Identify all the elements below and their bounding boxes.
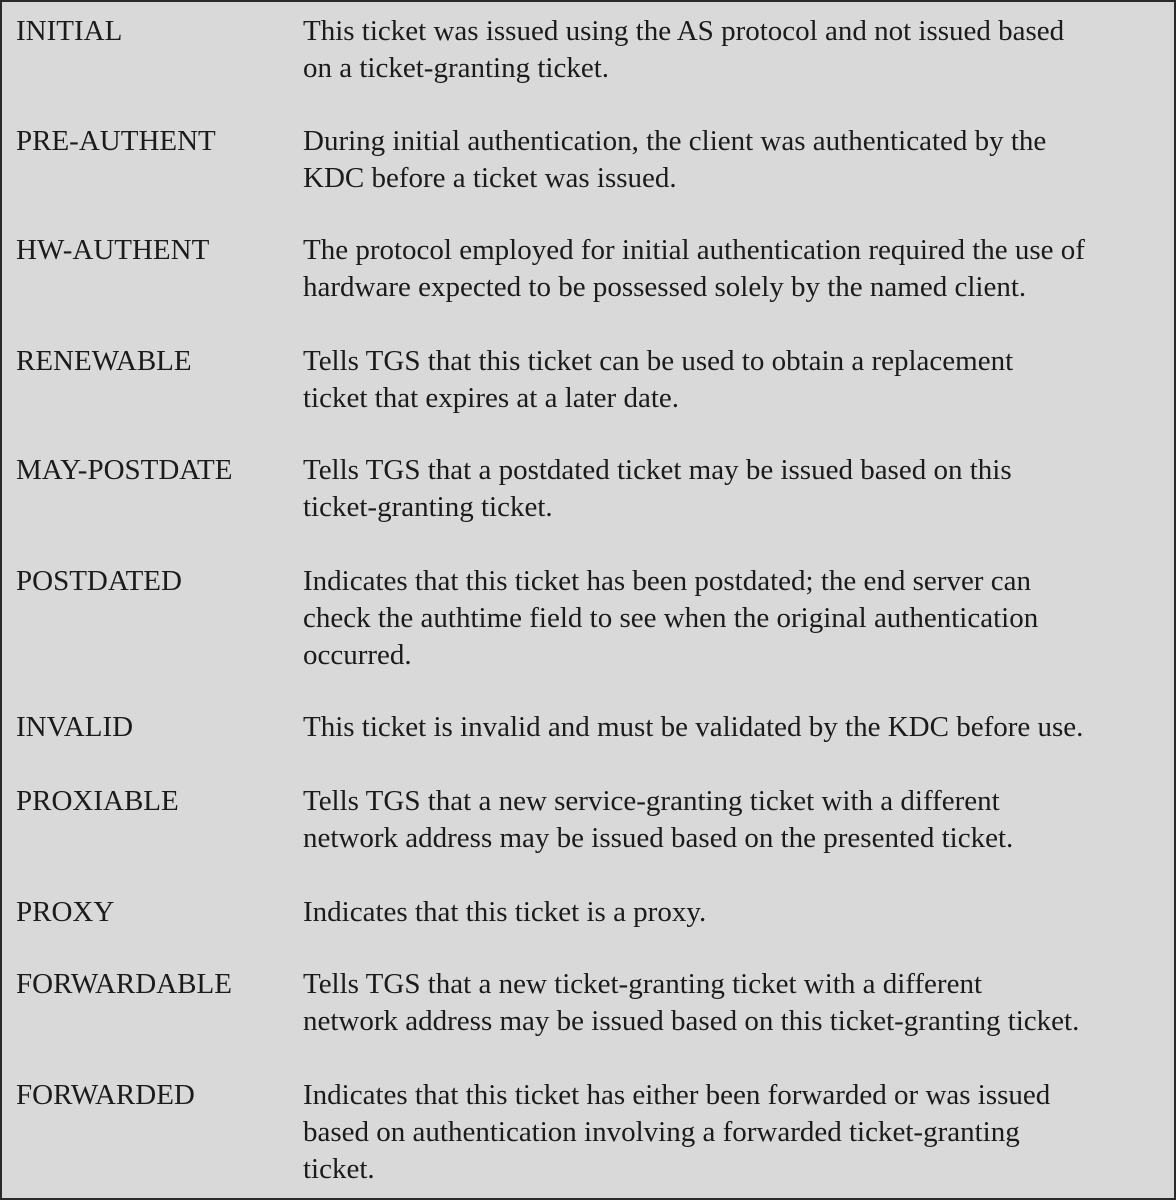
description-line: check the authtime field to see when the original authentication (303, 602, 1039, 634)
description-line: During initial authentication, the client was authenticated by the (303, 125, 1047, 157)
description-line: Tells TGS that a postdated ticket may be issued based on this (303, 454, 1012, 486)
description-line: Indicates that this ticket has been postdated; the end server can (303, 565, 1031, 597)
flag-name: INITIAL (16, 15, 123, 47)
flag-name: FORWARDABLE (16, 968, 232, 1000)
description-line: Tells TGS that this ticket can be used to obtain a replacement (303, 345, 1014, 377)
description-line: This ticket was issued using the AS protocol and not issued based (303, 15, 1065, 47)
description-line: hardware expected to be possessed solely by the named client. (303, 271, 1027, 303)
flag-name: MAY-POSTDATE (16, 454, 233, 486)
flag-name: PRE-AUTHENT (16, 125, 216, 157)
flag-description (303, 232, 1171, 306)
flag-description (303, 563, 1171, 674)
description-line: network address may be issued based on this ticket-granting ticket. (303, 1005, 1080, 1037)
description-line: Tells TGS that a new service-granting ticket with a different (303, 785, 1000, 817)
flag-name: INVALID (16, 711, 134, 743)
flag-description (303, 343, 1171, 417)
flag-name: RENEWABLE (16, 345, 192, 377)
flag-name: PROXIABLE (16, 785, 179, 817)
flag-name: PROXY (16, 896, 115, 928)
flag-description (303, 1077, 1171, 1188)
description-line: Tells TGS that a new ticket-granting ticket with a different (303, 968, 983, 1000)
description-line: ticket-granting ticket. (303, 491, 553, 523)
description-line: The protocol employed for initial authentication required the use of (303, 234, 1085, 266)
flag-name: HW-AUTHENT (16, 234, 210, 266)
description-line: ticket. (303, 1153, 375, 1185)
description-line: Indicates that this ticket has either been forwarded or was issued (303, 1079, 1051, 1111)
flag-name: POSTDATED (16, 565, 182, 597)
flag-description (303, 709, 1171, 746)
flag-description (303, 894, 1171, 931)
flag-description (303, 123, 1171, 197)
flag-name: FORWARDED (16, 1079, 195, 1111)
flag-description (303, 13, 1171, 87)
description-line: ticket that expires at a later date. (303, 382, 680, 414)
description-line: based on authentication involving a forwarded ticket-granting (303, 1116, 1020, 1148)
flag-description (303, 966, 1171, 1040)
description-line: KDC before a ticket was issued. (303, 162, 677, 194)
description-line: Indicates that this ticket is a proxy. (303, 896, 707, 928)
flag-description (303, 452, 1171, 526)
description-line: This ticket is invalid and must be validated by the KDC before use. (303, 711, 1084, 743)
flag-description (303, 783, 1171, 857)
description-line: occurred. (303, 639, 412, 671)
description-line: network address may be issued based on the presented ticket. (303, 822, 1014, 854)
description-line: on a ticket-granting ticket. (303, 52, 610, 84)
